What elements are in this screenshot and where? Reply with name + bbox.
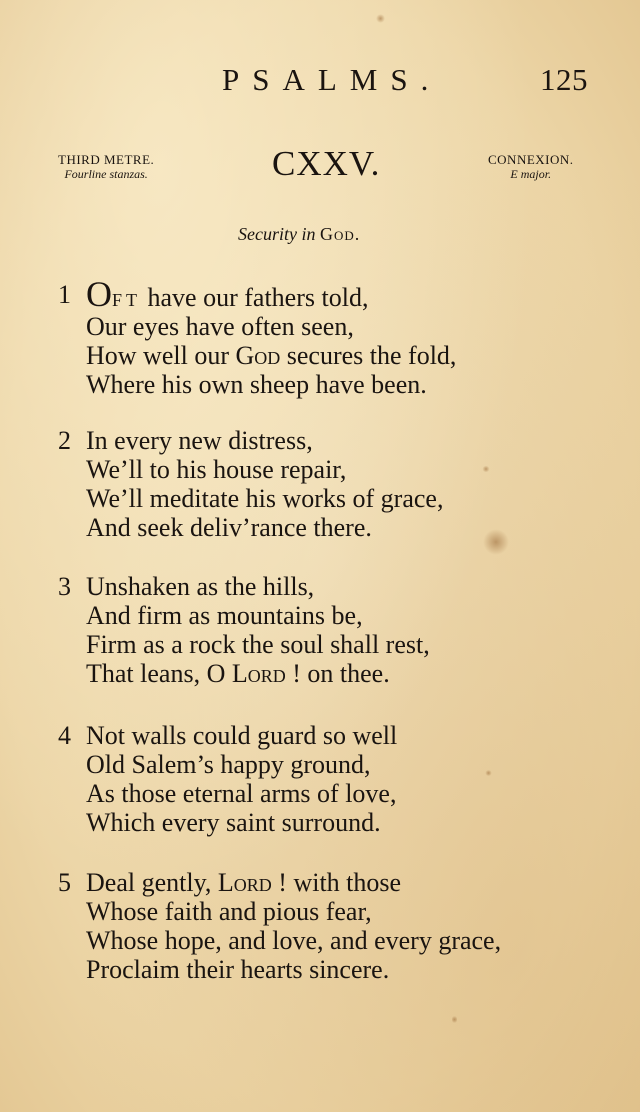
metre-info: [58, 152, 154, 182]
verse-line: Which every saint surround.: [86, 808, 381, 837]
stanza-number: 3: [58, 572, 71, 601]
verse-line: Whose faith and pious fear,: [86, 897, 372, 926]
verse-line: Old Salem’s happy ground,: [86, 750, 371, 779]
page-number: 125: [540, 62, 588, 97]
connexion-info: [488, 152, 574, 182]
verse-line: Where his own sheep have been.: [86, 370, 427, 399]
verse-line: And firm as mountains be,: [86, 601, 363, 630]
verse-text: ! on thee.: [285, 659, 390, 688]
verse-line: [86, 868, 528, 897]
verse-text: How well our: [86, 341, 236, 370]
stanza-4: [58, 721, 528, 837]
stanza-1: [58, 274, 528, 399]
verse-line: We’ll to his house repair,: [86, 455, 347, 484]
verse-line: Not walls could guard so well: [86, 721, 398, 750]
verse-line: Whose hope, and love, and every grace,: [86, 926, 502, 955]
verse-line: We’ll meditate his works of grace,: [86, 484, 444, 513]
small-caps-text: ft: [112, 283, 142, 312]
key-label: E major.: [510, 167, 552, 181]
verse-line: And seek deliv’rance there.: [86, 513, 372, 542]
running-head: PSALMS.: [222, 62, 442, 97]
stanza-form-label: Fourline stanzas.: [64, 167, 148, 181]
connexion-label: CONNEXION.: [488, 152, 574, 167]
verse-line: [86, 659, 528, 688]
verse-text: Deal gently,: [86, 868, 218, 897]
paper-stain: [452, 1015, 457, 1024]
verse-line: As those eternal arms of love,: [86, 779, 397, 808]
psalm-subtitle: [238, 224, 360, 245]
small-caps-text: God: [235, 341, 281, 370]
drop-cap: O: [86, 274, 112, 314]
verse-line: Unshaken as the hills,: [86, 572, 315, 601]
stanza-number: 1: [58, 280, 71, 309]
stanza-3: [58, 572, 528, 688]
verse-line: In every new distress,: [86, 426, 313, 455]
small-caps-text: Lord: [231, 659, 286, 688]
verse-text: ! with those: [271, 868, 402, 897]
verse-line: Proclaim their hearts sincere.: [86, 955, 390, 984]
verse-text: have our fathers told,: [141, 283, 369, 312]
verse-line: [86, 274, 528, 314]
stanza-2: [58, 426, 528, 542]
stanza-number: 5: [58, 868, 71, 897]
subtitle-italic: Security in: [238, 224, 316, 244]
stanza-number: 2: [58, 426, 71, 455]
verse-text: That leans, O: [86, 659, 232, 688]
verse-line: Our eyes have often seen,: [86, 312, 354, 341]
stanza-number: 4: [58, 721, 71, 750]
metre-label: THIRD METRE.: [58, 152, 155, 167]
subtitle-god: God.: [319, 224, 361, 244]
paper-stain: [376, 14, 385, 23]
stanza-5: [58, 868, 528, 984]
psalm-number: CXXV.: [272, 144, 381, 183]
verse-line: [86, 341, 528, 370]
verse-text: secures the fold,: [280, 341, 457, 370]
verse-line: Firm as a rock the soul shall rest,: [86, 630, 430, 659]
small-caps-text: Lord: [217, 868, 272, 897]
